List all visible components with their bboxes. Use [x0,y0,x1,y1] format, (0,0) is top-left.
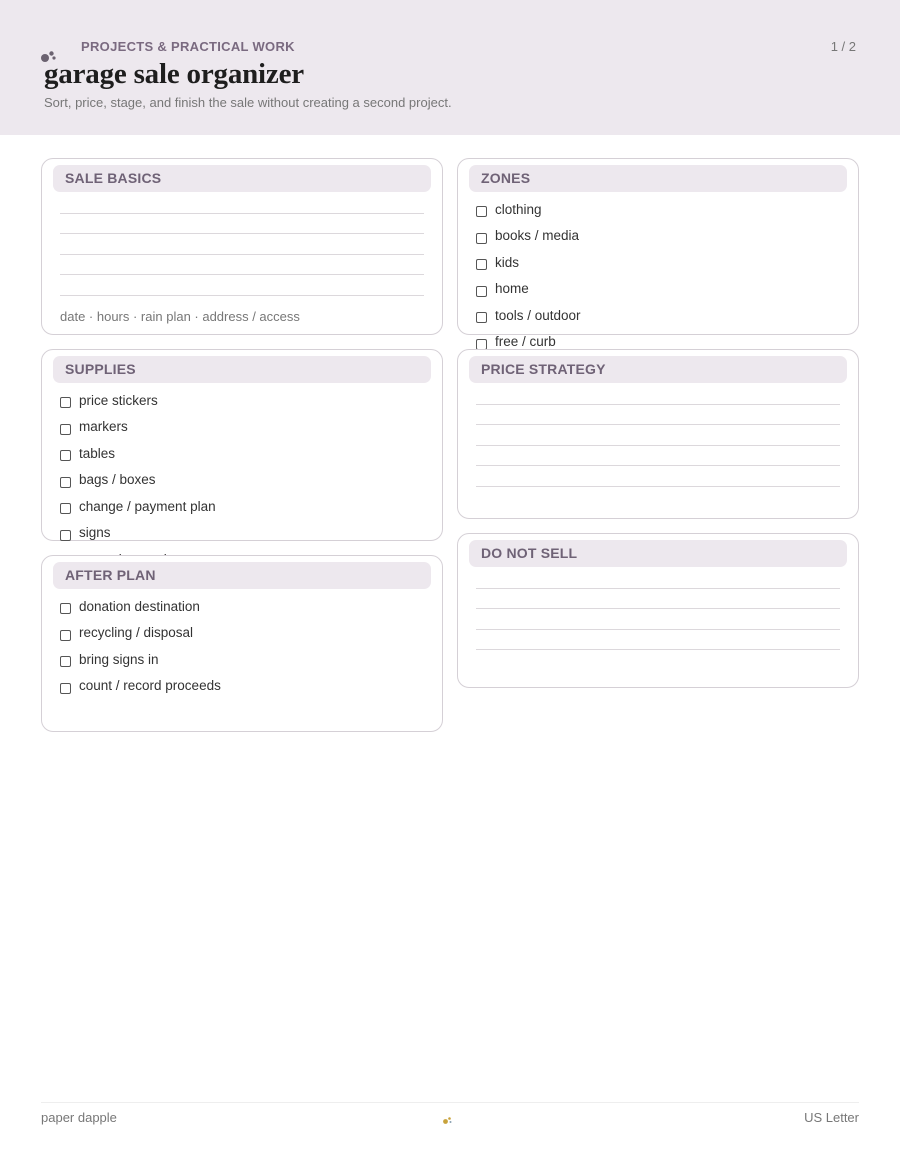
checkbox[interactable] [60,503,71,514]
writing-lines [476,384,840,487]
after-plan-checklist [60,593,430,699]
dapple-mark-icon [442,1116,452,1125]
writing-line[interactable] [476,425,840,446]
checklist-item[interactable] [60,493,430,520]
checklist-label: donation destination [79,598,200,614]
checkbox[interactable] [60,656,71,667]
checklist-item[interactable] [60,593,430,620]
checklist-label: tables [79,445,116,461]
page-subtitle: Sort, price, stage, and finish the sale without creating a second project. [44,95,452,110]
checklist-label: tools / outdoor [495,307,581,323]
writing-line[interactable] [60,193,424,214]
checklist-item[interactable] [476,276,846,303]
checkbox[interactable] [476,206,487,217]
section-title: AFTER PLAN [53,562,431,589]
checkbox[interactable] [60,424,71,435]
zones-checklist [476,196,846,355]
checkbox[interactable] [60,683,71,694]
checkbox[interactable] [60,450,71,461]
section-title: SALE BASICS [53,165,431,192]
checklist-item[interactable] [60,387,430,414]
category-eyebrow: PROJECTS & PRACTICAL WORK [81,39,295,54]
checklist-label: change / payment plan [79,498,216,514]
checklist-item[interactable] [60,520,430,547]
checklist-item[interactable] [60,414,430,441]
footer-paper-size: US Letter [804,1110,859,1125]
checkbox[interactable] [60,530,71,541]
checklist-item[interactable] [60,440,430,467]
checklist-item[interactable] [60,620,430,647]
checkbox[interactable] [60,630,71,641]
checklist-label: price stickers [79,392,158,408]
checkbox[interactable] [476,259,487,270]
writing-line[interactable] [476,630,840,651]
checkbox[interactable] [60,603,71,614]
checkbox[interactable] [476,233,487,244]
checklist-label: books / media [495,228,580,244]
page-title: garage sale organizer [44,58,304,90]
writing-line[interactable] [476,466,840,487]
checklist-label: clothing [495,201,542,217]
section-title: ZONES [469,165,847,192]
writing-line[interactable] [60,214,424,235]
writing-line[interactable] [476,446,840,467]
checklist-label: count / record proceeds [79,678,221,694]
writing-line[interactable] [476,384,840,405]
checkbox[interactable] [60,477,71,488]
checkbox[interactable] [476,312,487,323]
zones-section [457,158,859,350]
checklist-item[interactable] [476,249,846,276]
checklist-label: bags / boxes [79,472,156,488]
checklist-label: bring signs in [79,651,159,667]
section-title: DO NOT SELL [469,540,847,567]
supplies-checklist [60,387,430,573]
writing-lines [476,568,840,650]
checklist-item[interactable] [60,467,430,494]
price-strategy-section [457,349,859,519]
writing-line[interactable] [476,405,840,426]
checklist-item[interactable] [60,646,430,673]
do-not-sell-section [457,533,859,688]
checklist-label: markers [79,419,128,435]
writing-lines [60,193,424,296]
footer-divider [41,1102,859,1103]
supplies-section [41,349,443,541]
checklist-label: free / curb [495,334,556,350]
checklist-item[interactable] [476,196,846,223]
writing-line[interactable] [476,589,840,610]
checklist-label: kids [495,254,520,270]
writing-line[interactable] [60,275,424,296]
checklist-item[interactable] [476,223,846,250]
after-plan-section [41,555,443,732]
checklist-item[interactable] [476,302,846,329]
checklist-label: signs [79,525,111,541]
page-indicator: 1 / 2 [830,39,856,54]
sale-basics-section [41,158,443,335]
checklist-label: recycling / disposal [79,625,194,641]
section-title: SUPPLIES [53,356,431,383]
writing-line[interactable] [60,255,424,276]
checkbox[interactable] [60,397,71,408]
section-hint: date · hours · rain plan · address / access [60,309,300,324]
checklist-item[interactable] [60,673,430,700]
footer-brand: paper dapple [41,1110,117,1125]
page-header [0,0,900,135]
section-title: PRICE STRATEGY [469,356,847,383]
checkbox[interactable] [476,286,487,297]
writing-line[interactable] [60,234,424,255]
writing-line[interactable] [476,568,840,589]
checklist-label: home [495,281,529,297]
writing-line[interactable] [476,609,840,630]
